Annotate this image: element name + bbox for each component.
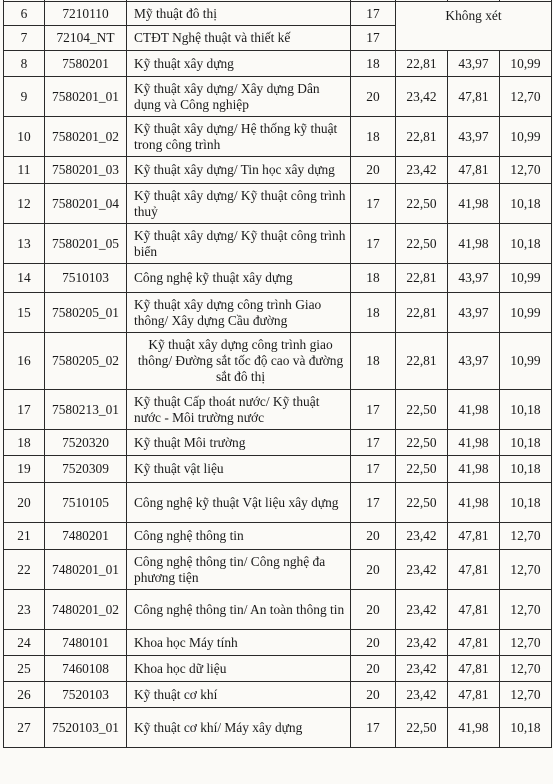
group-count: 17 <box>351 390 396 430</box>
table-row <box>4 157 552 184</box>
program-name: Kỹ thuật xây dựng/ Hệ thống kỹ thuật trong công trình <box>127 117 351 157</box>
score-1: 23,42 <box>396 630 448 656</box>
score-3: 12,70 <box>500 682 552 708</box>
score-1: 23,42 <box>396 590 448 630</box>
score-3: 10,18 <box>500 184 552 224</box>
row-index: 10 <box>4 117 45 157</box>
program-code: 7210110 <box>45 2 127 26</box>
group-count: 17 <box>351 483 396 523</box>
score-3: 12,70 <box>500 630 552 656</box>
program-name: Kỹ thuật xây dựng <box>127 51 351 77</box>
score-2: 41,98 <box>448 708 500 748</box>
score-1: 22,50 <box>396 456 448 483</box>
score-2: 47,81 <box>448 523 500 550</box>
table-row <box>4 456 552 483</box>
program-name: Kỹ thuật xây dựng/ Tin học xây dựng <box>127 157 351 184</box>
program-name: Công nghệ thông tin/ Công nghệ đa phương tiện <box>127 550 351 590</box>
row-index: 21 <box>4 523 45 550</box>
program-code: 7480201_01 <box>45 550 127 590</box>
program-name: Kỹ thuật xây dựng/ Xây dựng Dân dụng và Công nghiệp <box>127 77 351 117</box>
group-count: 20 <box>351 656 396 682</box>
program-code: 72104_NT <box>45 26 127 51</box>
table-row <box>4 630 552 656</box>
table-row <box>4 550 552 590</box>
program-code: 7580213_01 <box>45 390 127 430</box>
program-code: 7520309 <box>45 456 127 483</box>
score-1: 22,81 <box>396 117 448 157</box>
program-code: 7480201_02 <box>45 590 127 630</box>
program-code: 7580201_04 <box>45 184 127 224</box>
score-3: 10,99 <box>500 51 552 77</box>
table-row <box>4 708 552 748</box>
program-name: Công nghệ kỹ thuật Vật liệu xây dựng <box>127 483 351 523</box>
group-count: 17 <box>351 224 396 264</box>
row-index: 15 <box>4 293 45 333</box>
score-3: 12,70 <box>500 590 552 630</box>
program-name: Khoa học dữ liệu <box>127 656 351 682</box>
program-name: Kỹ thuật xây dựng công trình giao thông/ Đường sắt tốc độ cao và đường sắt đô thị <box>127 333 351 390</box>
score-1: 22,81 <box>396 264 448 293</box>
score-3: 12,70 <box>500 523 552 550</box>
score-1: 23,42 <box>396 550 448 590</box>
program-code: 7580205_02 <box>45 333 127 390</box>
row-index: 17 <box>4 390 45 430</box>
program-name: Kỹ thuật Cấp thoát nước/ Kỹ thuật nước - Môi trường nước <box>127 390 351 430</box>
score-2: 47,81 <box>448 77 500 117</box>
row-index: 9 <box>4 77 45 117</box>
group-count: 20 <box>351 550 396 590</box>
program-name: CTĐT Nghệ thuật và thiết kế <box>127 26 351 51</box>
row-index: 22 <box>4 550 45 590</box>
table-row <box>4 333 552 390</box>
program-code: 7580205_01 <box>45 293 127 333</box>
group-count: 18 <box>351 333 396 390</box>
row-index: 23 <box>4 590 45 630</box>
group-count: 18 <box>351 264 396 293</box>
program-code: 7520103_01 <box>45 708 127 748</box>
table-row <box>4 2 552 26</box>
group-count: 17 <box>351 184 396 224</box>
group-count: 18 <box>351 51 396 77</box>
table-row <box>4 390 552 430</box>
row-index: 24 <box>4 630 45 656</box>
program-code: 7520103 <box>45 682 127 708</box>
group-count: 20 <box>351 590 396 630</box>
row-index: 12 <box>4 184 45 224</box>
program-name: Kỹ thuật cơ khí/ Máy xây dựng <box>127 708 351 748</box>
table-row <box>4 483 552 523</box>
group-count: 17 <box>351 456 396 483</box>
program-name: Mỹ thuật đô thị <box>127 2 351 26</box>
row-index: 19 <box>4 456 45 483</box>
group-count: 20 <box>351 682 396 708</box>
program-name: Công nghệ thông tin/ An toàn thông tin <box>127 590 351 630</box>
score-1: 23,42 <box>396 682 448 708</box>
program-name: Kỹ thuật xây dựng/ Kỹ thuật công trình thuỷ <box>127 184 351 224</box>
table-row <box>4 656 552 682</box>
row-index: 11 <box>4 157 45 184</box>
group-count: 20 <box>351 77 396 117</box>
group-count: 17 <box>351 2 396 26</box>
score-3: 12,70 <box>500 656 552 682</box>
table-row <box>4 430 552 456</box>
score-2: 47,81 <box>448 656 500 682</box>
group-count: 18 <box>351 117 396 157</box>
score-2: 41,98 <box>448 456 500 483</box>
score-3: 10,99 <box>500 293 552 333</box>
program-name: Kỹ thuật Môi trường <box>127 430 351 456</box>
score-3: 10,99 <box>500 333 552 390</box>
table-row <box>4 293 552 333</box>
score-2: 47,81 <box>448 157 500 184</box>
program-code: 7520320 <box>45 430 127 456</box>
program-code: 7580201_01 <box>45 77 127 117</box>
score-2: 41,98 <box>448 224 500 264</box>
score-1: 22,50 <box>396 483 448 523</box>
program-name: Công nghệ kỹ thuật xây dựng <box>127 264 351 293</box>
group-count: 20 <box>351 630 396 656</box>
row-index: 26 <box>4 682 45 708</box>
table-row <box>4 224 552 264</box>
score-1: 22,50 <box>396 708 448 748</box>
row-index: 7 <box>4 26 45 51</box>
score-3: 10,99 <box>500 264 552 293</box>
score-2: 43,97 <box>448 333 500 390</box>
table-row <box>4 682 552 708</box>
score-2: 47,81 <box>448 550 500 590</box>
table-row <box>4 590 552 630</box>
row-index: 13 <box>4 224 45 264</box>
admission-score-table <box>3 0 552 748</box>
row-index: 27 <box>4 708 45 748</box>
score-1: 23,42 <box>396 157 448 184</box>
score-1: 22,81 <box>396 51 448 77</box>
program-name: Kỹ thuật cơ khí <box>127 682 351 708</box>
score-3: 10,18 <box>500 390 552 430</box>
score-1: 22,50 <box>396 224 448 264</box>
program-name: Kỹ thuật xây dựng công trình Giao thông/ Xây dựng Cầu đường <box>127 293 351 333</box>
table-row <box>4 184 552 224</box>
score-1: 22,81 <box>396 333 448 390</box>
program-code: 7580201 <box>45 51 127 77</box>
score-3: 12,70 <box>500 77 552 117</box>
row-index: 6 <box>4 2 45 26</box>
row-index: 25 <box>4 656 45 682</box>
score-2: 43,97 <box>448 51 500 77</box>
group-count: 17 <box>351 708 396 748</box>
row-index: 16 <box>4 333 45 390</box>
row-index: 20 <box>4 483 45 523</box>
score-2: 43,97 <box>448 293 500 333</box>
group-count: 20 <box>351 157 396 184</box>
program-name: Công nghệ thông tin <box>127 523 351 550</box>
score-3: 12,70 <box>500 157 552 184</box>
program-name: Kỹ thuật xây dựng/ Kỹ thuật công trình biển <box>127 224 351 264</box>
score-3: 10,18 <box>500 224 552 264</box>
score-1: 22,81 <box>396 293 448 333</box>
score-2: 41,98 <box>448 390 500 430</box>
score-3: 10,99 <box>500 117 552 157</box>
program-code: 7460108 <box>45 656 127 682</box>
program-code: 7510105 <box>45 483 127 523</box>
program-name: Khoa học Máy tính <box>127 630 351 656</box>
row-index: 8 <box>4 51 45 77</box>
group-count: 17 <box>351 26 396 51</box>
score-1: 22,50 <box>396 184 448 224</box>
score-3: 10,18 <box>500 483 552 523</box>
score-1: 22,50 <box>396 390 448 430</box>
score-2: 41,98 <box>448 184 500 224</box>
table-row <box>4 264 552 293</box>
program-code: 7510103 <box>45 264 127 293</box>
score-2: 41,98 <box>448 430 500 456</box>
row-index: 18 <box>4 430 45 456</box>
not-considered-note: Không xét <box>396 2 552 51</box>
program-code: 7480201 <box>45 523 127 550</box>
score-3: 10,18 <box>500 430 552 456</box>
program-code: 7580201_03 <box>45 157 127 184</box>
group-count: 17 <box>351 430 396 456</box>
table-row <box>4 77 552 117</box>
score-1: 23,42 <box>396 656 448 682</box>
score-1: 23,42 <box>396 523 448 550</box>
program-code: 7580201_02 <box>45 117 127 157</box>
score-2: 47,81 <box>448 590 500 630</box>
score-3: 12,70 <box>500 550 552 590</box>
score-2: 47,81 <box>448 630 500 656</box>
group-count: 20 <box>351 523 396 550</box>
score-3: 10,18 <box>500 708 552 748</box>
group-count: 18 <box>351 293 396 333</box>
program-code: 7580201_05 <box>45 224 127 264</box>
score-2: 43,97 <box>448 264 500 293</box>
score-1: 22,50 <box>396 430 448 456</box>
program-code: 7480101 <box>45 630 127 656</box>
score-3: 10,18 <box>500 456 552 483</box>
score-2: 47,81 <box>448 682 500 708</box>
table-row <box>4 117 552 157</box>
score-1: 23,42 <box>396 77 448 117</box>
program-name: Kỹ thuật vật liệu <box>127 456 351 483</box>
table-row <box>4 523 552 550</box>
score-2: 43,97 <box>448 117 500 157</box>
row-index: 14 <box>4 264 45 293</box>
score-2: 41,98 <box>448 483 500 523</box>
table-row <box>4 51 552 77</box>
